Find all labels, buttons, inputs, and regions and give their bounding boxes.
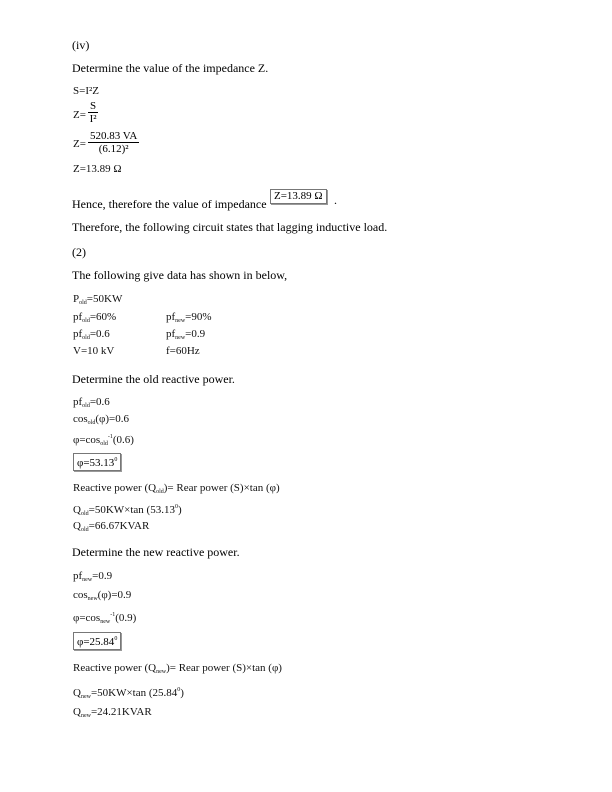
old-pf-eq: $pf_{old}=0.6$ bbox=[73, 396, 110, 409]
old-phi-eq: $\varphi=\cos_{old}^{-1}(0.6)$ bbox=[73, 434, 134, 447]
new-pf-eq: $pf_{new}=0.9$ bbox=[73, 570, 113, 583]
old-reactive-question: Determine the old reactive power. bbox=[72, 372, 235, 386]
given-power: $P_{old}=50KW$ bbox=[73, 293, 123, 306]
impedance-lhs-1: Z= bbox=[73, 109, 86, 121]
new-phi-answer-box: $\varphi=25.84^0$ bbox=[73, 632, 121, 650]
old-cos-eq: $\cos_{old}(\varphi)=0.6$ bbox=[73, 413, 129, 426]
data-intro: The following give data has shown in below, bbox=[72, 268, 288, 282]
impedance-fraction-2 bbox=[88, 130, 139, 155]
new-reactive-result: $Q_{new}=24.21KVAR$ bbox=[73, 706, 152, 719]
fraction-2-numerator: 520.83 VA bbox=[90, 130, 138, 142]
new-cos-eq: $\cos_{new}(\varphi)=0.9$ bbox=[73, 589, 132, 602]
fraction-1-numerator: S bbox=[90, 100, 97, 112]
impedance-result: Z=13.89 Ω bbox=[73, 163, 122, 175]
hence-sentence: Hence, therefore the value of impedance bbox=[72, 197, 267, 211]
fraction-2-denominator: (6.12)² bbox=[98, 143, 129, 155]
impedance-eq1: S=I²Z bbox=[73, 85, 100, 97]
new-reactive-substitution: $Q_{new}=50KW\times\tan$ (25.84$^0$) bbox=[73, 687, 184, 700]
section-label-2: (2) bbox=[72, 245, 86, 259]
impedance-lhs-2: Z= bbox=[73, 138, 86, 150]
impedance-answer-box: Z=13.89 Ω bbox=[270, 189, 327, 204]
impedance-question: Determine the value of the impedance Z. bbox=[72, 61, 269, 75]
therefore-sentence: Therefore, the following circuit states that lagging inductive load. bbox=[72, 220, 388, 234]
old-phi-answer-box: $\varphi=53.13^0$ bbox=[73, 453, 121, 471]
impedance-fraction-1 bbox=[88, 100, 98, 125]
old-reactive-result: $Q_{old}=66.67KVAR$ bbox=[73, 520, 150, 533]
given-pf-new-percent: $pf_{new}=90\%$ bbox=[166, 311, 212, 324]
new-reactive-question: Determine the new reactive power. bbox=[72, 545, 240, 559]
section-label-iv: (iv) bbox=[72, 38, 90, 52]
given-pf-new-decimal: $pf_{new}=0.9$ bbox=[166, 328, 206, 341]
hence-period: . bbox=[334, 193, 337, 207]
given-voltage: V=10 kV bbox=[73, 345, 115, 357]
given-pf-old-decimal: $pf_{old}=0.6$ bbox=[73, 328, 110, 341]
new-reactive-formula: Reactive power $(Q_{new})=$ Rear power (S)×tan (φ) bbox=[73, 662, 282, 675]
given-frequency: f=60Hz bbox=[166, 345, 200, 357]
new-phi-eq: $\varphi=\cos_{new}^{-1}(0.9)$ bbox=[73, 612, 137, 625]
given-pf-old-percent: $pf_{old}=60\%$ bbox=[73, 311, 117, 324]
old-reactive-formula: Reactive power $(Q_{old})=$ Rear power (S)×tan (φ) bbox=[73, 482, 280, 495]
fraction-1-denominator: I² bbox=[89, 113, 97, 125]
old-reactive-substitution: $Q_{old}=50KW\times\tan$ (53.13$^0$) bbox=[73, 504, 182, 517]
